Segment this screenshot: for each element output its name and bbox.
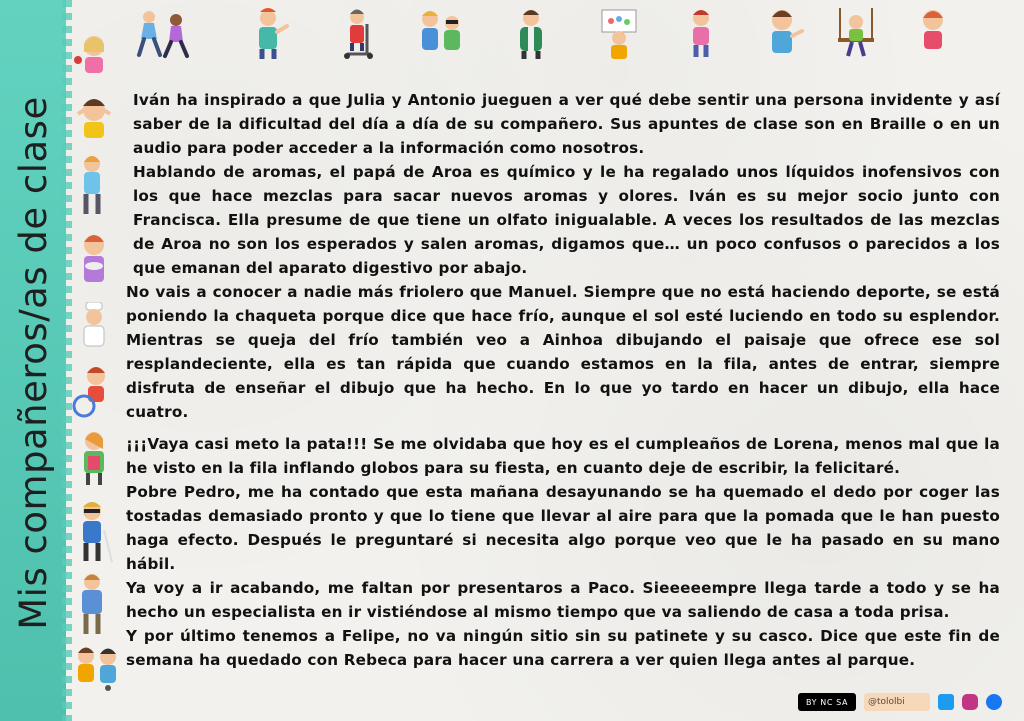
left-icon-column: [72, 34, 124, 694]
cc-license-badge[interactable]: [798, 693, 856, 711]
boy-running-late-icon: [72, 364, 116, 420]
facebook-icon[interactable]: [986, 694, 1002, 710]
paragraph-paco: Ya voy a ir acabando, me faltan por presentaros a Paco. Sieeeeempre llega tarde a todo y se ha hecho un especialista en ir vistiéndose al mismo tiempo que va saliendo de casa a toda prisa.: [126, 579, 1000, 621]
instagram-icon[interactable]: [962, 694, 978, 710]
story-text: [126, 88, 1000, 672]
chef-icon: [72, 302, 116, 350]
child-swing-icon: [832, 8, 880, 60]
paragraph-manuel: No vais a conocer a nadie más friolero que Manuel. Siempre que no está haciendo deporte, se está poniendo la chaqueta porque dice que hace frío, aunque el sol esté luciendo en todo su esplendor. Mientras se queja del frío también veo a Ainhoa dibujando el paisaje que ofrece ese sol resplandeciente, ella es tan rápida que cuando estamos en la fila, antes de entrar, siempre disfruta de enseñar el dibujo que ha hecho. En lo que yo tardo en hacer un dibujo, ella hace cuatro.: [126, 283, 1000, 421]
blind-boy-icon: [72, 500, 116, 564]
child-scooter-icon: [337, 8, 379, 60]
child-braille-icon: [912, 8, 954, 60]
children-running-icon: [134, 8, 194, 60]
license-text: BY NC SA: [805, 697, 849, 707]
child-pointing-icon: [247, 8, 289, 60]
twitter-icon[interactable]: [938, 694, 954, 710]
boy-getting-dressed-icon: [72, 572, 116, 638]
child-jacket-icon: [510, 8, 552, 60]
girl-with-fruit-icon: [72, 34, 116, 82]
page-title: Mis compañeros/as de clase: [12, 96, 55, 630]
author-handle: @tololbi: [868, 697, 905, 707]
child-holding-drawing-icon: [598, 8, 640, 60]
paragraph-aroa: Hablando de aromas, el papá de Aroa es químico y le ha regalado unos líquidos inofensivos con los que hace mezclas para sacar nuevos aromas y olores. Iván es su mejor socio junto con Francisca. Ella presume de que tiene un olfato inigualable. A veces los resultados de las mezclas de Aroa no son los esperados y salen aromas, digamos que… un poco confusos o parecidos a los que emanan del aparato digestivo por abajo.: [133, 163, 1000, 277]
paragraph-lorena: ¡¡¡Vaya casi meto la pata!!! Se me olvidaba que hoy es el cumpleaños de Lorena, menos mal que la he visto en la fila inflando globos para su fiesta, en cuanto deje de escribir, la felicitaré.: [126, 435, 1000, 477]
side-band: [0, 0, 66, 721]
girl-pouring-icon: [72, 154, 116, 218]
top-icon-row: [132, 8, 952, 62]
boys-playing-icon: [72, 644, 122, 692]
footer: [798, 691, 1002, 713]
boy-surprised-icon: [72, 96, 116, 144]
paragraph-felipe: Y por último tenemos a Felipe, no va ningún sitio sin su patinete y su casco. Dice que este fin de semana ha quedado con Rebeca para hacer una carrera a ver quien llega antes al parque.: [126, 627, 1000, 669]
child-balloons-icon: [680, 8, 722, 60]
paragraph-pedro: Pobre Pedro, me ha contado que esta mañana desayunando se ha quemado el dedo por coger las tostadas demasiado pronto y que lo tiene que llevar al aire para que la pomada que le han puesto haga efecto. Después le preguntaré si necesita algo porque veo que le ha pasado en su mano hábil.: [126, 483, 1000, 573]
boy-with-bowl-icon: [72, 232, 116, 290]
paragraph-ivan: Iván ha inspirado a que Julia y Antonio jueguen a ver qué debe sentir una persona invidente y así saber de la dificultad del día a día de su compañero. Sus apuntes de clase son en Braille o en un audio para poder acceder a la información como nosotros.: [133, 91, 1000, 157]
author-badge[interactable]: [864, 693, 930, 711]
girl-with-accordion-icon: [72, 430, 116, 488]
child-upset-icon: [762, 8, 804, 60]
blind-child-playing-icon: [412, 8, 468, 60]
